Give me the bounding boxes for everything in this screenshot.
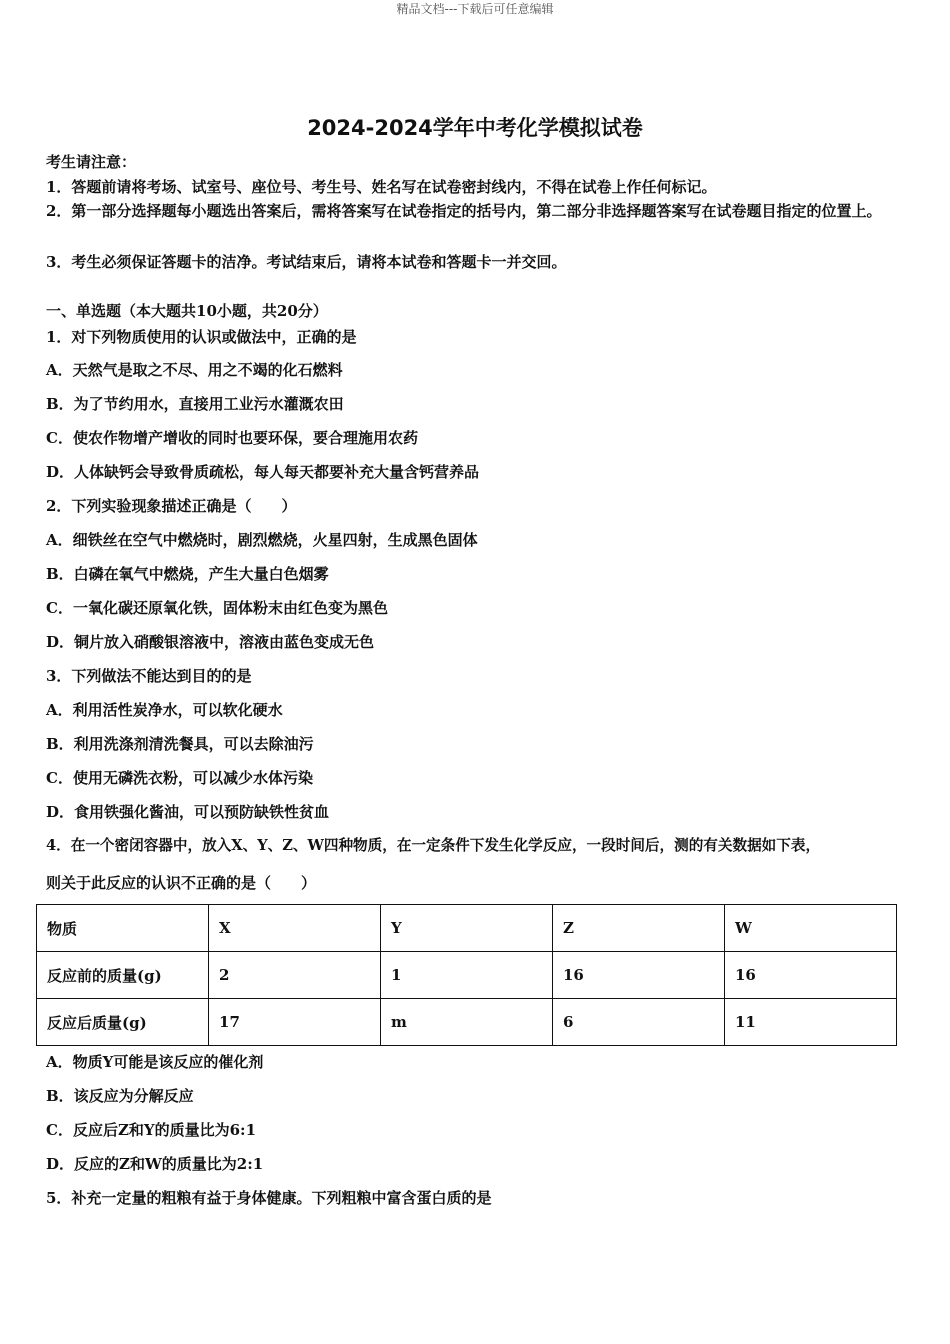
question-4-option-a: A．物质Y可能是该反应的催化剂 (46, 1053, 264, 1071)
question-4-option-b: B．该反应为分解反应 (46, 1087, 194, 1105)
question-4-stem-line-2: 则关于此反应的认识不正确的是（ ） (46, 874, 317, 892)
table-cell: 11 (724, 999, 896, 1046)
question-4-option-c: C．反应后Z和Y的质量比为6:1 (46, 1121, 257, 1139)
table-cell: 16 (724, 952, 896, 999)
question-4-stem-line-1: 4．在一个密闭容器中，放入X、Y、Z、W四种物质，在一定条件下发生化学反应，一段时间后，测的有关数据如下表， (46, 837, 821, 854)
table-row (37, 999, 897, 1046)
table-cell: m (381, 999, 553, 1046)
header-note: 精品文档---下载后可任意编辑 (396, 2, 554, 16)
table-cell: 反应后质量(g) (37, 999, 209, 1046)
table-header-cell: W (724, 905, 896, 952)
question-4-option-d: D．反应的Z和W的质量比为2:1 (46, 1155, 264, 1173)
section-heading: 一、单选题（本大题共10小题，共20分） (46, 302, 328, 320)
question-3-option-b: B．利用洗涤剂清洗餐具，可以去除油污 (46, 735, 314, 753)
question-2-option-c: C．一氧化碳还原氧化铁，固体粉末由红色变为黑色 (46, 599, 388, 617)
question-5-stem: 5．补充一定量的粗粮有益于身体健康。下列粗粮中富含蛋白质的是 (46, 1189, 492, 1207)
question-3-stem: 3．下列做法不能达到目的的是 (46, 667, 252, 685)
table-header-cell: Y (381, 905, 553, 952)
notice-heading: 考生请注意： (46, 153, 137, 171)
table-cell: 6 (552, 999, 724, 1046)
question-1-stem: 1．对下列物质使用的认识或做法中，正确的是 (46, 328, 357, 346)
notice-item-2: 2．第一部分选择题每小题选出答案后，需将答案写在试卷指定的括号内，第二部分非选择题答案写在试卷题目指定的位置上。 (46, 202, 882, 220)
table-row (37, 952, 897, 999)
question-2-stem: 2．下列实验现象描述正确是（ ） (46, 497, 297, 515)
question-1-option-d: D．人体缺钙会导致骨质疏松，每人每天都要补充大量含钙营养品 (46, 463, 480, 481)
table-cell: 反应前的质量(g) (37, 952, 209, 999)
question-1-option-c: C．使农作物增产增收的同时也要环保，要合理施用农药 (46, 429, 418, 447)
question-2-option-b: B．白磷在氧气中燃烧，产生大量白色烟雾 (46, 565, 329, 583)
question-3-option-d: D．食用铁强化酱油，可以预防缺铁性贫血 (46, 803, 330, 821)
table-header-row (37, 905, 897, 952)
table-cell: 1 (381, 952, 553, 999)
table-header-cell: 物质 (37, 905, 209, 952)
table-cell: 17 (209, 999, 381, 1046)
notice-item-3: 3．考生必须保证答题卡的洁净。考试结束后，请将本试卷和答题卡一并交回。 (46, 253, 567, 271)
question-1-option-b: B．为了节约用水，直接用工业污水灌溉农田 (46, 395, 344, 413)
question-2-option-a: A．细铁丝在空气中燃烧时，剧烈燃烧，火星四射，生成黑色固体 (46, 531, 478, 549)
question-1-option-a: A．天然气是取之不尽、用之不竭的化石燃料 (46, 361, 343, 379)
table-header-cell: X (209, 905, 381, 952)
question-2-option-d: D．铜片放入硝酸银溶液中，溶液由蓝色变成无色 (46, 633, 375, 651)
page-title: 2024-2024学年中考化学模拟试卷 (307, 116, 643, 140)
question-3-option-a: A．利用活性炭净水，可以软化硬水 (46, 701, 283, 719)
reaction-data-table (36, 904, 897, 1046)
notice-item-1: 1．答题前请将考场、试室号、座位号、考生号、姓名写在试卷密封线内，不得在试卷上作任何标记。 (46, 178, 717, 196)
table-cell: 16 (552, 952, 724, 999)
question-3-option-c: C．使用无磷洗衣粉，可以减少水体污染 (46, 769, 313, 787)
table-header-cell: Z (552, 905, 724, 952)
table-cell: 2 (209, 952, 381, 999)
